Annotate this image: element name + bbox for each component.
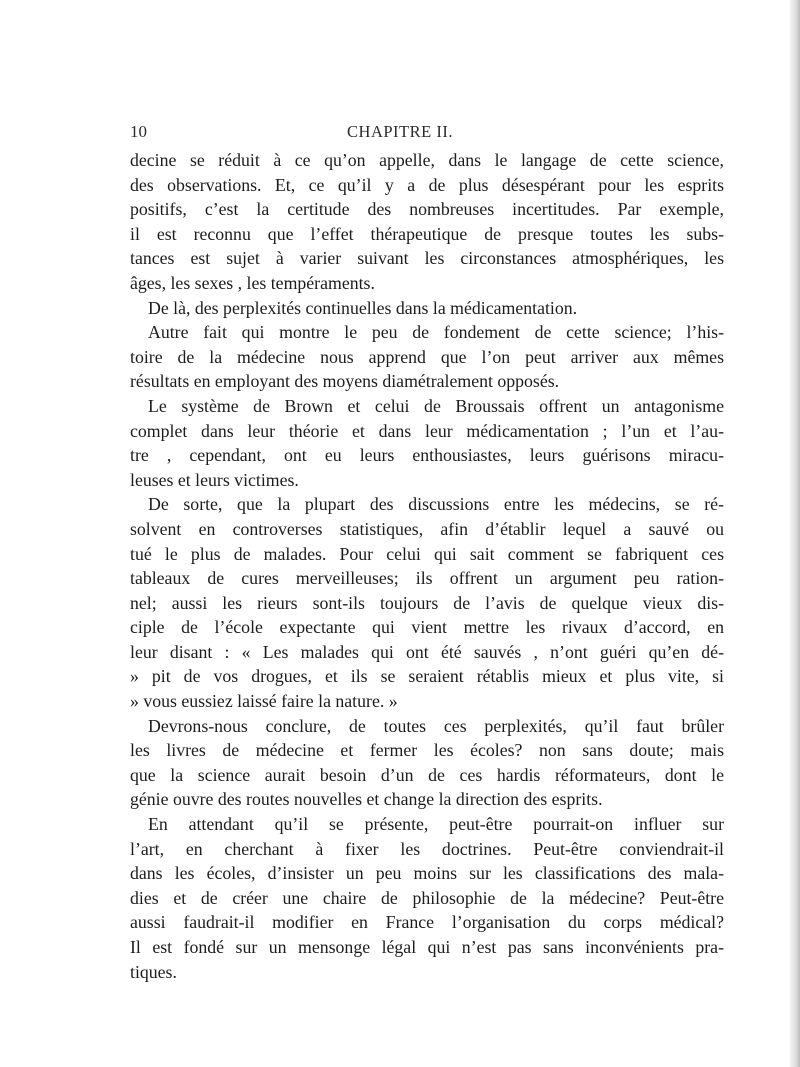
text-line: complet dans leur théorie et dans leur médicamentation ; l’un et l’au- (130, 420, 724, 441)
text-line: les livres de médecine et fermer les écoles? non sans doute; mais (130, 740, 724, 761)
text-line: dies et de créer une chaire de philosophie de la médecine? Peut-être (130, 887, 724, 908)
text-line: tiques. (130, 961, 177, 982)
text-line: » vous eussiez laissé faire la nature. » (130, 691, 398, 712)
text-line: que la science aurait besoin d’un de ces hardis réformateurs, dont le (130, 764, 724, 785)
text-line: résultats en employant des moyens diamétralement opposés. (130, 371, 560, 392)
text-line: il est reconnu que l’effet thérapeutique de presque toutes les subs- (130, 223, 724, 244)
text-line: l’art, en cherchant à fixer les doctrines. Peut-être conviendrait-il (130, 838, 724, 859)
text-line: En attendant qu’il se présente, peut-être pourrait-on influer sur (148, 814, 724, 835)
text-line: Il est fondé sur un mensonge légal qui n’est pas sans inconvénients pra- (130, 937, 724, 957)
text-line: » pit de vos drogues, et ils se seraient rétablis mieux et plus vite, si (130, 666, 724, 687)
text-line: âges, les sexes , les tempéraments. (130, 272, 375, 293)
text-line: tableaux de cures merveilleuses; ils offrent un argument peu ration- (130, 568, 724, 589)
text-line: tances est sujet à varier suivant les circonstances atmosphériques, les (130, 248, 724, 269)
text-line: aussi faudrait-il modifier en France l’organisation du corps médical? (130, 912, 724, 933)
text-line: leuses et leurs victimes. (130, 469, 299, 490)
text-line: des observations. Et, ce qu’il y a de plus désespérant pour les esprits (130, 174, 724, 195)
text-line: toire de la médecine nous apprend que l’on peut arriver aux mêmes (130, 346, 724, 367)
text-line: Autre fait qui montre le peu de fondement de cette science; l’his- (148, 322, 724, 343)
running-title: CHAPITRE II. (347, 122, 453, 141)
text-line: Devrons-nous conclure, de toutes ces perplexités, qu’il faut brûler (148, 715, 724, 736)
text-line: tué le plus de malades. Pour celui qui sait comment se fabriquent ces (130, 543, 724, 564)
text-line: leur disant : « Les malades qui ont été sauvés , n’ont guéri qu’en dé- (130, 641, 724, 662)
text-line: dans les écoles, d’insister un peu moins sur les classifications des mala- (130, 863, 724, 884)
text-line: Le système de Brown et celui de Broussais offrent un antagonisme (148, 395, 724, 416)
page-number: 10 (130, 122, 147, 141)
text-line: tre , cependant, ont eu leurs enthousiastes, leurs guérisons miracu- (130, 445, 724, 466)
page-header (0, 122, 800, 144)
text-line: solvent en controverses statistiques, afin d’établir lequel a sauvé ou (130, 518, 724, 539)
text-line: De sorte, que la plupart des discussions entre les médecins, se ré- (148, 494, 724, 515)
text-line: decine se réduit à ce qu’on appelle, dans le langage de cette science, (130, 150, 724, 170)
text-line: génie ouvre des routes nouvelles et change la direction des esprits. (130, 789, 603, 810)
text-line: De là, des perplexités continuelles dans la médicamentation. (148, 297, 578, 318)
page-scan-edge (790, 0, 800, 1067)
text-line: nel; aussi les rieurs sont-ils toujours de l’avis de quelque vieux dis- (130, 592, 724, 613)
body-text (130, 148, 724, 984)
text-line: ciple de l’école expectante qui vient mettre les rivaux d’accord, en (130, 617, 724, 638)
text-line: positifs, c’est la certitude des nombreuses incertitudes. Par exemple, (130, 199, 724, 220)
